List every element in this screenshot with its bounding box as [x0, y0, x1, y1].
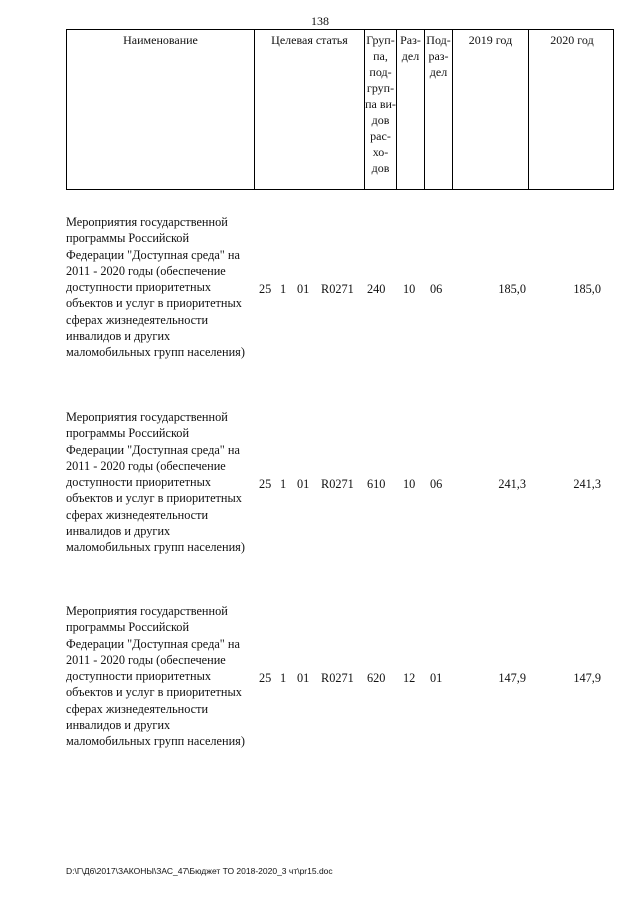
row-name-line: сферах жизнедеятельности: [66, 312, 209, 327]
row-name-line: 2011 - 2020 годы (обеспечение: [66, 263, 226, 278]
cell-year-2019: 147,9: [498, 671, 526, 685]
csr-direction: R0271: [321, 282, 354, 296]
header-line: дел: [429, 65, 448, 79]
cell-year-2020: 185,0: [573, 282, 601, 296]
cell-year-2020: 241,3: [573, 477, 601, 491]
csr-program: 25: [259, 671, 272, 685]
csr-subprogram: 1: [280, 477, 287, 491]
table-row: [0, 214, 640, 364]
row-name-line: сферах жизнедеятельности: [66, 701, 209, 716]
header-line: Под-: [426, 33, 451, 47]
row-name: [66, 409, 266, 556]
cell-year-2020: 147,9: [573, 671, 601, 685]
row-name-line: 2011 - 2020 годы (обеспечение: [66, 652, 226, 667]
row-name-line: 2011 - 2020 годы (обеспечение: [66, 458, 226, 473]
header-line: дов: [371, 161, 390, 175]
row-name-line: Мероприятия государственной: [66, 410, 228, 424]
cell-subsection: 01: [430, 671, 443, 685]
header-year-2020: 2020 год: [550, 33, 594, 47]
header-section: [397, 30, 425, 189]
csr-event: 01: [297, 282, 310, 296]
row-name-line: программы Российской: [66, 426, 190, 441]
row-name-line: сферах жизнедеятельности: [66, 507, 209, 522]
cell-group: 610: [367, 477, 386, 491]
row-name-line: доступности приоритетных: [66, 475, 212, 490]
table-header: [66, 29, 614, 190]
cell-section: 10: [403, 477, 416, 491]
row-name-line: объектов и услуг в приоритетных: [66, 296, 242, 311]
row-name-line: объектов и услуг в приоритетных: [66, 685, 242, 700]
header-line: Раз-: [400, 33, 421, 47]
header-line: груп-: [366, 81, 395, 95]
row-name-line: Мероприятия государственной: [66, 215, 228, 229]
header-line: Груп-: [366, 33, 395, 47]
header-line: хо-: [372, 145, 389, 159]
cell-section: 10: [403, 282, 416, 296]
cell-year-2019: 241,3: [498, 477, 526, 491]
header-line: раз-: [428, 49, 449, 63]
csr-event: 01: [297, 671, 310, 685]
row-name: [66, 214, 266, 361]
header-line: дов: [371, 113, 390, 127]
row-name-line: маломобильных групп населения): [66, 734, 245, 749]
cell-year-2019: 185,0: [498, 282, 526, 296]
row-name: [66, 603, 266, 750]
header-line: под-: [369, 65, 392, 79]
page-number: 138: [311, 14, 329, 28]
header-year-2019: 2019 год: [453, 30, 529, 189]
cell-section: 12: [403, 671, 416, 685]
header-line: дел: [401, 49, 420, 63]
header-target-article: Целевая статья: [255, 30, 365, 189]
cell-group: 240: [367, 282, 386, 296]
row-name-line: программы Российской: [66, 620, 190, 635]
header-line: па,: [373, 49, 388, 63]
csr-direction: R0271: [321, 477, 354, 491]
csr-direction: R0271: [321, 671, 354, 685]
header-subsection: [425, 30, 453, 189]
csr-program: 25: [259, 477, 272, 491]
header-line: рас-: [370, 129, 391, 143]
file-path-footer: D:\Г\Д6\2017\ЗАКОНЫ\ЗАС_47\Бюджет ТО 2018-2020_3 чт\pr15.doc: [66, 866, 333, 876]
header-name: Наименование: [67, 30, 255, 189]
header-line: па ви-: [365, 97, 396, 111]
row-name-line: Мероприятия государственной: [66, 604, 228, 618]
table-row: [0, 409, 640, 559]
csr-program: 25: [259, 282, 272, 296]
row-name-line: объектов и услуг в приоритетных: [66, 491, 242, 506]
cell-subsection: 06: [430, 282, 443, 296]
row-name-line: Федерации "Доступная среда" на: [66, 636, 240, 651]
row-name-line: доступности приоритетных: [66, 280, 212, 295]
row-name-line: инвалидов и других: [66, 524, 171, 539]
row-name-line: маломобильных групп населения): [66, 345, 245, 360]
cell-subsection: 06: [430, 477, 443, 491]
csr-event: 01: [297, 477, 310, 491]
csr-subprogram: 1: [280, 282, 287, 296]
row-name-line: маломобильных групп населения): [66, 540, 245, 555]
csr-subprogram: 1: [280, 671, 287, 685]
cell-group: 620: [367, 671, 386, 685]
row-name-line: инвалидов и других: [66, 718, 171, 733]
row-name-line: Федерации "Доступная среда" на: [66, 442, 240, 457]
row-name-line: Федерации "Доступная среда" на: [66, 247, 240, 262]
row-name-line: доступности приоритетных: [66, 669, 212, 684]
header-group: [365, 30, 397, 189]
table-row: [0, 603, 640, 753]
row-name-line: инвалидов и других: [66, 329, 171, 344]
row-name-line: программы Российской: [66, 231, 190, 246]
